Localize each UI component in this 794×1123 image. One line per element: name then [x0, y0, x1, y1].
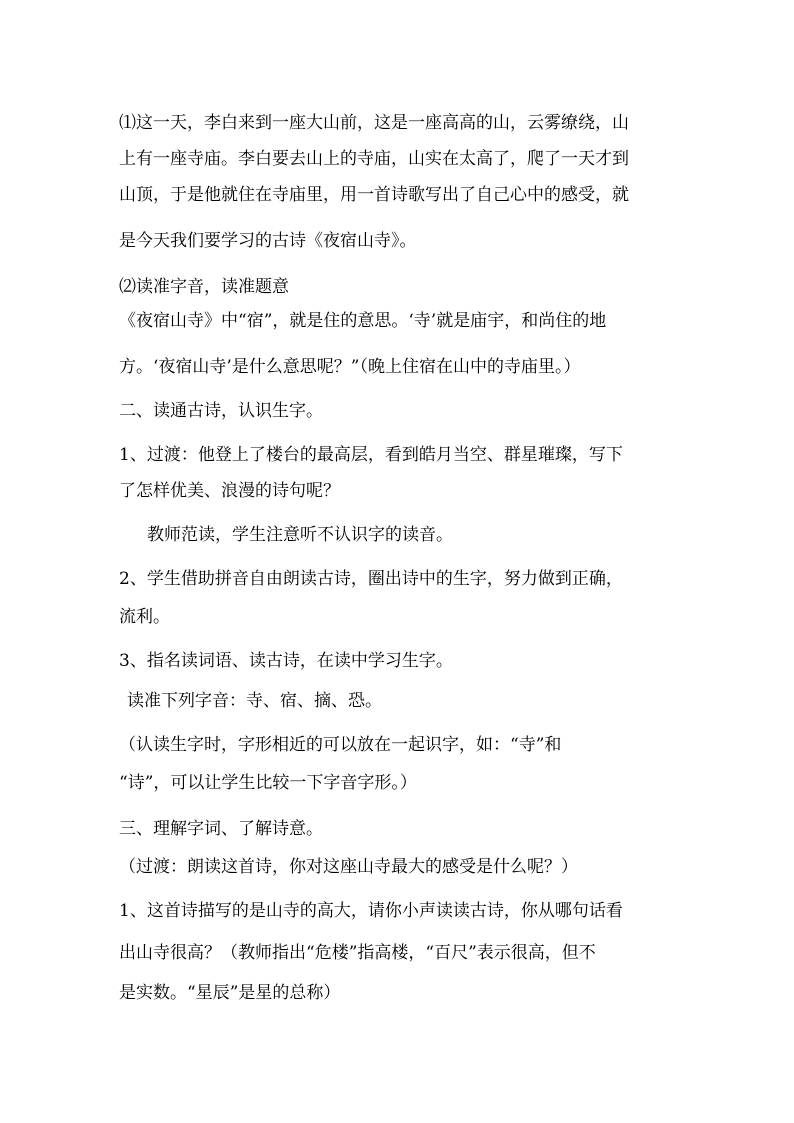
paragraph-line-1: ⑴这一天，李白来到一座大山前，这是一座高高的山，云雾缭绕，山	[119, 113, 629, 133]
paragraph-line-12: 2、学生借助拼音自由朗读古诗，圈出诗中的生字，努力做到正确，	[119, 569, 623, 589]
section-heading-2: ⑵读准字音，读准题意	[119, 277, 289, 297]
paragraph-line-16: （认读生字时，字形相近的可以放在一起识字，如：“寺”和	[119, 735, 562, 755]
paragraph-line-7: 方。‘夜宿山寺’是什么意思呢？”（晚上住宿在山中的寺庙里。）	[119, 357, 581, 377]
paragraph-line-10: 了怎样优美、浪漫的诗句呢？	[119, 481, 340, 501]
paragraph-line-21: 出山寺很高？（教师指出“危楼”指高楼，“百尺”表示很高，但不	[119, 943, 596, 963]
paragraph-line-2: 上有一座寺庙。李白要去山上的寺庙，山实在太高了，爬了一天才到	[119, 149, 629, 169]
section-heading-san: 三、理解字词、了解诗意。	[119, 819, 323, 839]
paragraph-line-14: 3、指名读词语、读古诗，在读中学习生字。	[119, 651, 453, 671]
paragraph-line-13: 流利。	[119, 607, 170, 627]
paragraph-line-3: 山顶，于是他就住在寺庙里，用一首诗歌写出了自己心中的感受，就	[119, 185, 629, 205]
section-heading-er: 二、读通古诗，认识生字。	[119, 401, 323, 421]
paragraph-line-11: 教师范读，学生注意听不认识字的读音。	[147, 525, 453, 545]
paragraph-line-22: 是实数。“星辰”是星的总称）	[119, 983, 341, 1003]
paragraph-line-20: 1、这首诗描写的是山寺的高大，请你小声读读古诗，你从哪句话看	[119, 901, 623, 921]
paragraph-line-9: 1、过渡：他登上了楼台的最高层，看到皓月当空、群星璀璨，写下	[119, 445, 623, 465]
paragraph-line-19: （过渡：朗读这首诗，你对这座山寺最大的感受是什么呢？）	[119, 857, 578, 877]
paragraph-line-15: 读准下列字音：寺、宿、摘、恐。	[127, 691, 382, 711]
paragraph-line-4: 是今天我们要学习的古诗《夜宿山寺》。	[119, 231, 417, 251]
paragraph-line-17: “诗”，可以让学生比较一下字音字形。）	[119, 773, 417, 793]
paragraph-line-6: 《夜宿山寺》中“宿”，就是住的意思。‘寺’就是庙宇，和尚住的地	[119, 311, 607, 331]
